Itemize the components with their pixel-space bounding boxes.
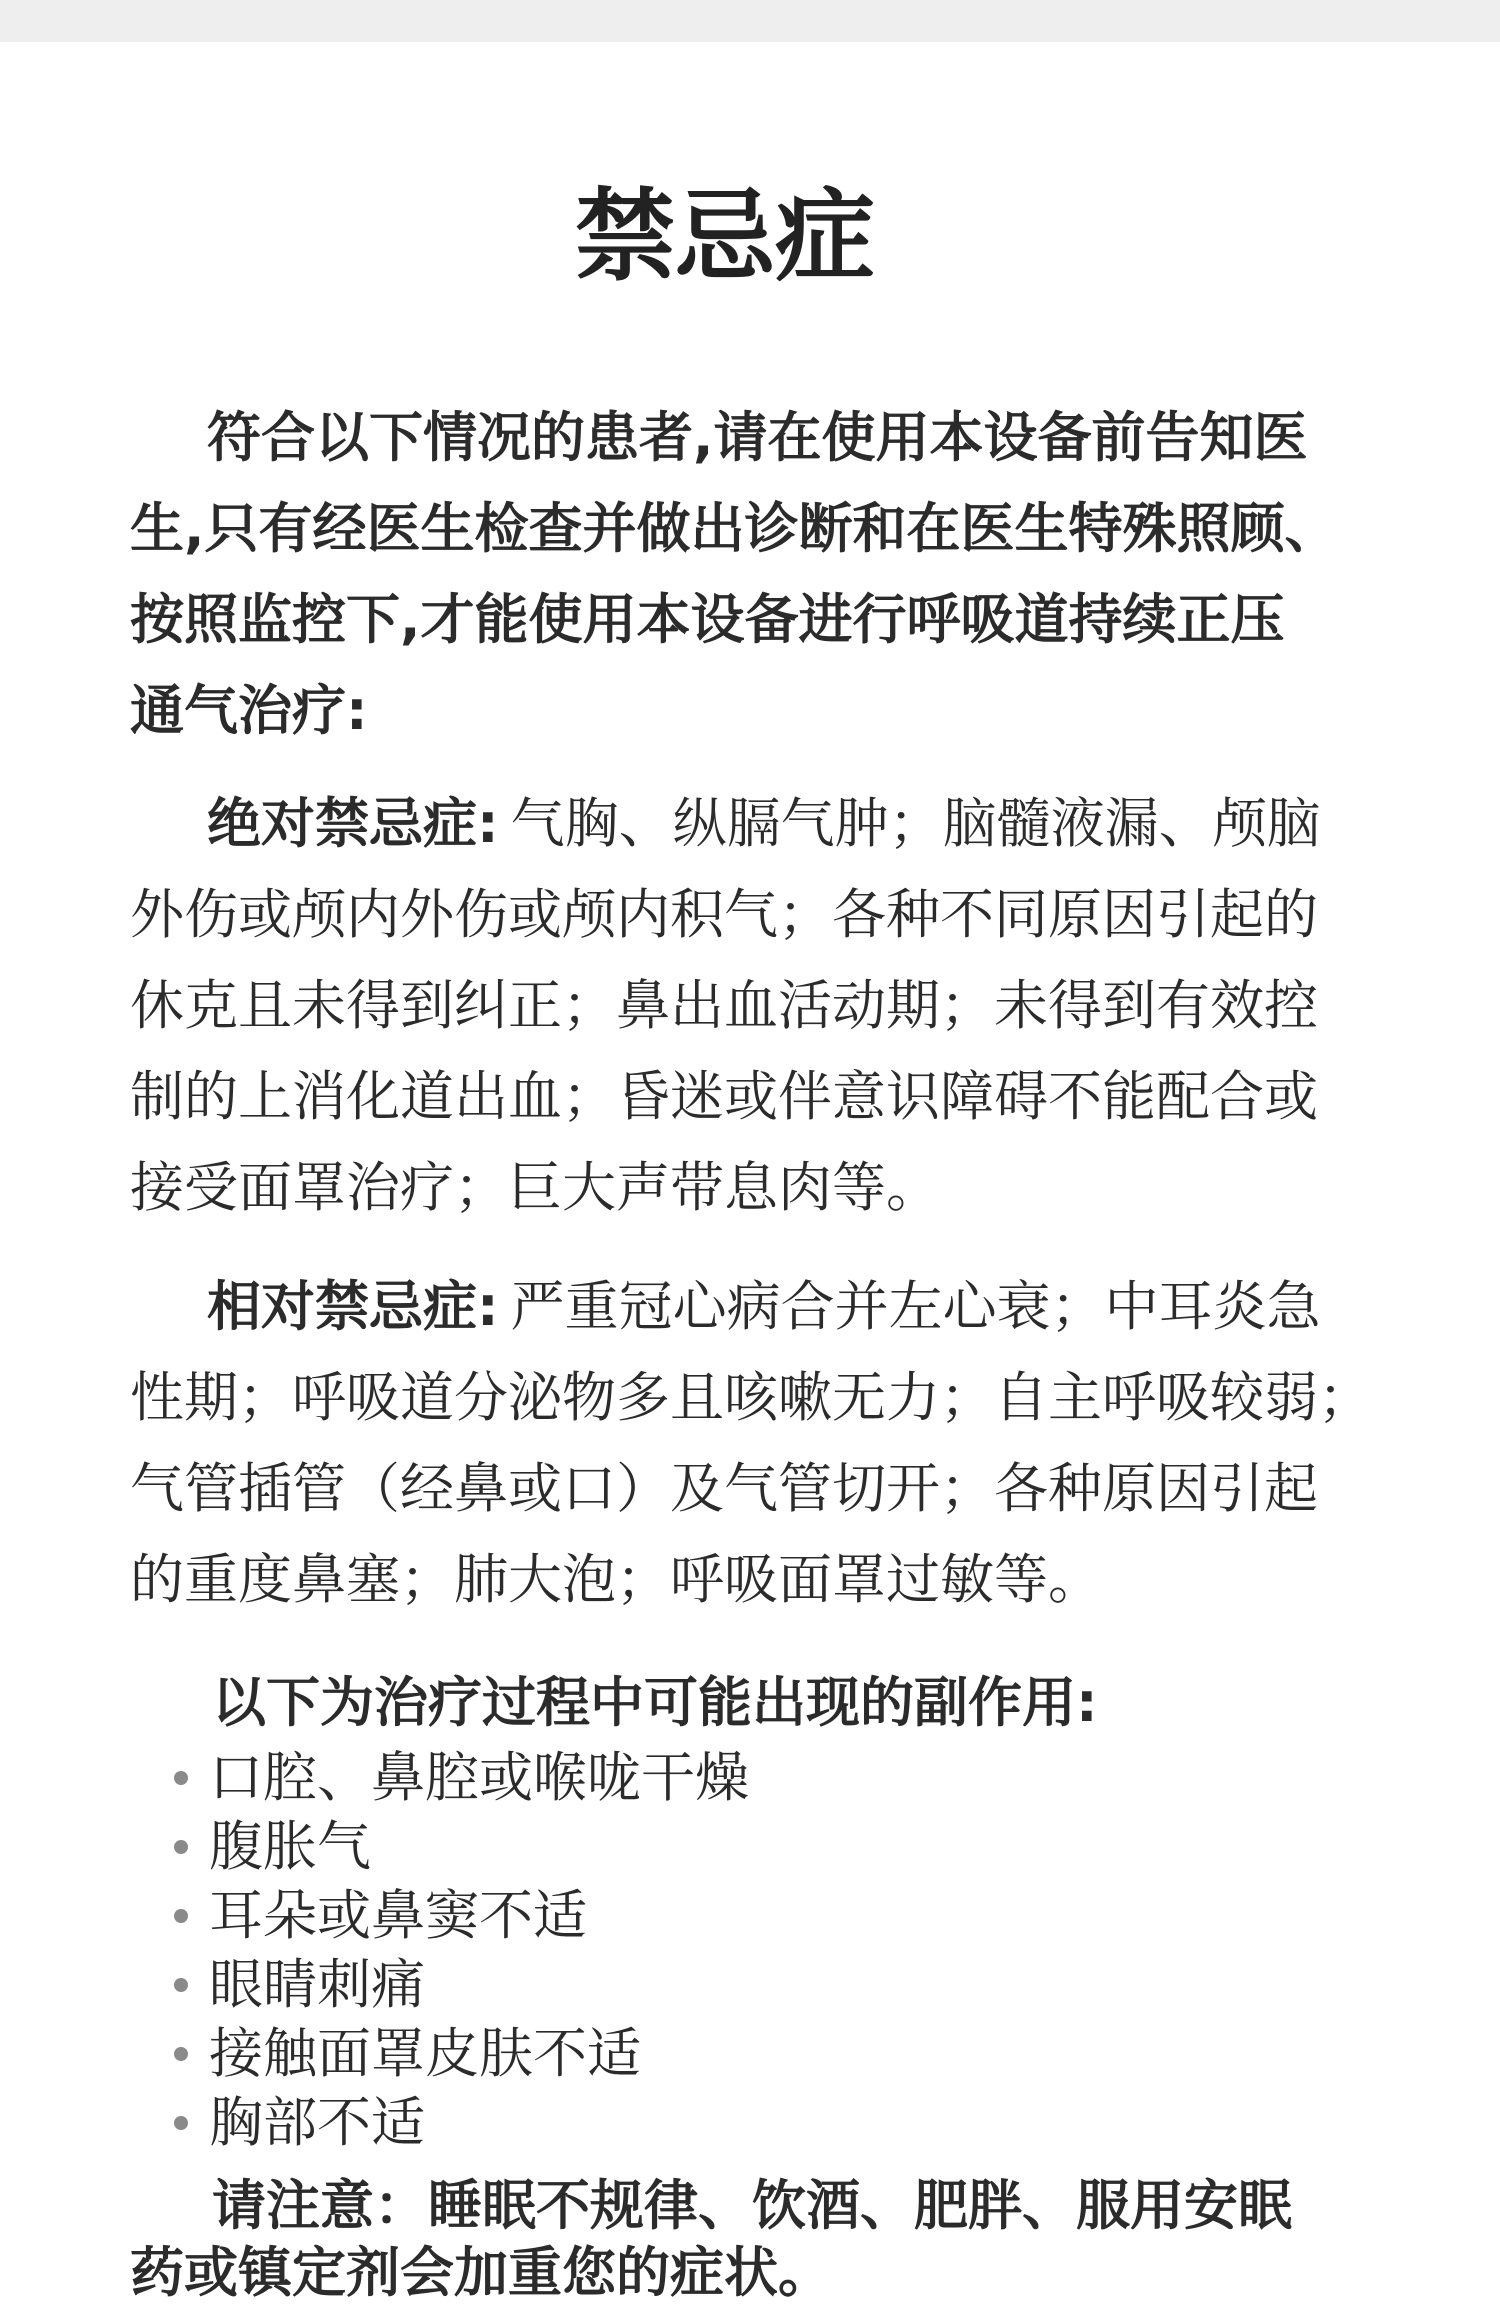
note-line: 请注意：睡眠不规律、饮酒、肥胖、服用安眠 (212, 2174, 1292, 2237)
top-status-bar (0, 0, 1500, 42)
intro-line: 符合以下情况的患者,请在使用本设备前告知医 (207, 406, 1308, 469)
intro-line: 按照监控下,才能使用本设备进行呼吸道持续正压 (130, 588, 1285, 651)
absolute-contraindications-label: 绝对禁忌症: (207, 792, 499, 855)
relative-contraindications-line: 气管插管（经鼻或口）及气管切开；各种原因引起 (130, 1457, 1318, 1520)
list-item (130, 2088, 1430, 2157)
side-effects-heading: 以下为治疗过程中可能出现的副作用: (212, 1671, 1098, 1734)
list-item-text: 胸部不适 (209, 2091, 425, 2154)
relative-contraindications-line (130, 1261, 1450, 1352)
absolute-contraindications-text: 气胸、纵膈气肿；脑髓液漏、颅脑 (510, 792, 1321, 855)
list-item (130, 1950, 1430, 2019)
bullet-icon (174, 1771, 188, 1785)
relative-contraindications-label: 相对禁忌症: (207, 1275, 499, 1338)
list-item-text: 腹胀气 (209, 1815, 371, 1878)
bullet-icon (174, 2116, 188, 2130)
bullet-icon (174, 2047, 188, 2061)
list-item (130, 1881, 1430, 1950)
absolute-contraindications-paragraph (130, 778, 1450, 1233)
note-paragraph (130, 2172, 1450, 2306)
list-item-text: 口腔、鼻腔或喉咙干燥 (209, 1746, 749, 1809)
list-item-text: 接触面罩皮肤不适 (209, 2022, 641, 2085)
relative-contraindications-line: 性期；呼吸道分泌物多且咳嗽无力；自主呼吸较弱； (130, 1366, 1372, 1429)
absolute-contraindications-line: 外伤或颅内外伤或颅内积气；各种不同原因引起的 (130, 883, 1318, 946)
list-item-text: 耳朵或鼻窦不适 (209, 1884, 587, 1947)
list-item (130, 1812, 1430, 1881)
bullet-icon (174, 1909, 188, 1923)
side-effects-list (130, 1743, 1430, 2157)
bullet-icon (174, 1840, 188, 1854)
intro-paragraph (130, 392, 1450, 756)
absolute-contraindications-line: 制的上消化道出血；昏迷或伴意识障碍不能配合或 (130, 1065, 1318, 1128)
absolute-contraindications-line (130, 778, 1450, 869)
absolute-contraindications-line: 接受面罩治疗；巨大声带息肉等。 (130, 1156, 940, 1219)
relative-contraindications-paragraph (130, 1261, 1450, 1625)
list-item-text: 眼睛刺痛 (209, 1953, 425, 2016)
list-item (130, 1743, 1430, 1812)
intro-line: 生,只有经医生检查并做出诊断和在医生特殊照顾、 (130, 497, 1339, 560)
note-line: 药或镇定剂会加重您的症状。 (130, 2241, 832, 2304)
relative-contraindications-text: 严重冠心病合并左心衰；中耳炎急 (510, 1275, 1321, 1338)
intro-line: 通气治疗: (130, 679, 368, 742)
page-title: 禁忌症 (575, 178, 875, 295)
list-item (130, 2019, 1430, 2088)
absolute-contraindications-line: 休克且未得到纠正；鼻出血活动期；未得到有效控 (130, 974, 1318, 1037)
relative-contraindications-line: 的重度鼻塞；肺大泡；呼吸面罩过敏等。 (130, 1548, 1102, 1611)
bullet-icon (174, 1978, 188, 1992)
